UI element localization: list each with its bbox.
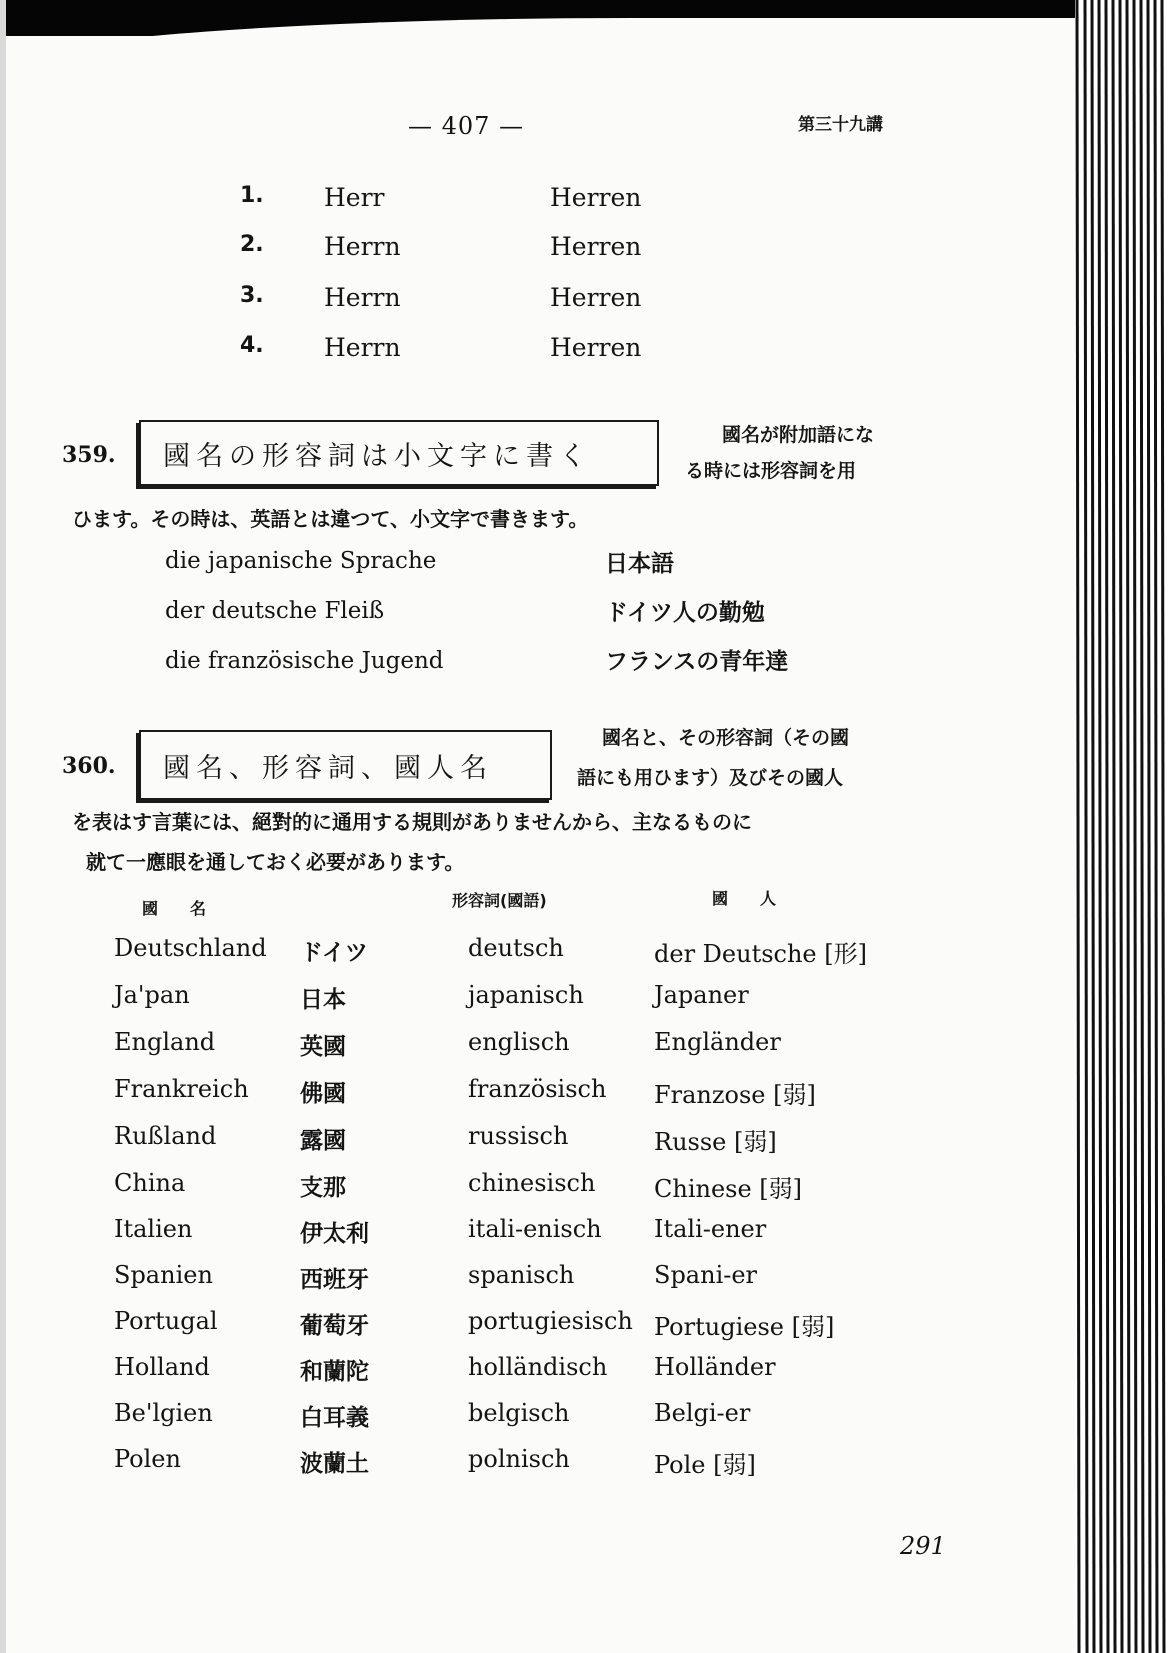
singular-form: Herrn — [324, 283, 401, 312]
side-text-line: 國名が附加語にな — [722, 424, 875, 446]
example-german: die französische Jugend — [165, 648, 444, 674]
column-header-country: 國 名 — [142, 899, 215, 918]
table-row — [0, 1169, 1000, 1215]
table-row — [0, 1122, 1000, 1168]
singular-form: Herrn — [324, 232, 401, 261]
adjective: belgisch — [468, 1399, 570, 1427]
table-row — [0, 934, 1000, 980]
country-japanese: 西班牙 — [300, 1267, 369, 1293]
example-german: der deutsche Fleiß — [165, 598, 385, 624]
country-german: Holland — [114, 1353, 210, 1381]
adjective: polnisch — [468, 1445, 570, 1473]
person: Spani-er — [654, 1261, 758, 1289]
plural-form: Herren — [550, 333, 642, 362]
case-number: 3. — [240, 283, 264, 308]
table-row — [0, 1075, 1000, 1121]
example-japanese: ドイツ人の勤勉 — [605, 600, 765, 626]
adjective: japanisch — [468, 981, 584, 1009]
table-row — [0, 1261, 1000, 1307]
section-title: 國名、形容詞、國人名 — [163, 752, 493, 784]
person: Engländer — [654, 1028, 781, 1056]
example-german: die japanische Sprache — [165, 548, 437, 574]
adjective: spanisch — [468, 1261, 575, 1289]
case-number: 1. — [240, 183, 264, 208]
page-number-header: — 407 — — [408, 112, 525, 140]
adjective: portugiesisch — [468, 1307, 633, 1335]
adjective: französisch — [468, 1075, 607, 1103]
side-text-line: 語にも用ひます）及びその國人 — [577, 767, 844, 789]
column-header-person: 國 人 — [712, 889, 785, 908]
country-german: Polen — [114, 1445, 181, 1473]
country-japanese: 葡萄牙 — [300, 1313, 369, 1339]
person: der Deutsche [形] — [654, 940, 867, 968]
plural-form: Herren — [550, 283, 642, 312]
country-japanese: 英國 — [300, 1034, 346, 1060]
country-japanese: 白耳義 — [300, 1405, 369, 1431]
person: Itali-ener — [654, 1215, 767, 1243]
section-number: 360. — [62, 753, 116, 779]
country-japanese: 支那 — [300, 1175, 346, 1201]
table-row — [0, 1307, 1000, 1353]
country-german: Ja'pan — [114, 981, 190, 1009]
table-row — [0, 1028, 1000, 1074]
person: Pole [弱] — [654, 1451, 756, 1479]
side-text-line: る時には形容詞を用 — [685, 460, 857, 482]
country-german: Frankreich — [114, 1075, 249, 1103]
person: Belgi-er — [654, 1399, 751, 1427]
section-title: 國名の形容詞は小文字に書く — [163, 440, 592, 472]
person: Holländer — [654, 1353, 776, 1381]
section-number: 359. — [62, 442, 116, 468]
body-text-line: ひます。その時は、英語とは違つて、小文字で書きます。 — [72, 507, 589, 531]
country-japanese: ドイツ — [300, 940, 368, 966]
case-number: 4. — [240, 333, 264, 358]
table-row — [0, 1445, 1000, 1491]
plural-form: Herren — [550, 183, 642, 212]
person: Russe [弱] — [654, 1128, 777, 1156]
country-japanese: 伊太利 — [300, 1221, 369, 1247]
column-header-adjective: 形容詞(國語) — [452, 891, 547, 910]
adjective: deutsch — [468, 934, 564, 962]
country-german: Be'lgien — [114, 1399, 213, 1427]
country-german: Spanien — [114, 1261, 213, 1289]
body-text-line: を表はす言葉には、絕對的に通用する規則がありませんから、主なるものに — [72, 810, 752, 834]
country-japanese: 波蘭土 — [300, 1451, 369, 1477]
country-german: Portugal — [114, 1307, 218, 1335]
side-text-line: 國名と、その形容詞（その國 — [602, 727, 850, 749]
example-japanese: 日本語 — [605, 551, 674, 577]
country-german: Italien — [114, 1215, 193, 1243]
person: Portugiese [弱] — [654, 1313, 835, 1341]
country-german: Deutschland — [114, 934, 267, 962]
page-edges-stack — [1075, 0, 1169, 1653]
adjective: russisch — [468, 1122, 569, 1150]
table-row — [0, 1353, 1000, 1399]
section-title-box — [139, 730, 552, 800]
country-german: England — [114, 1028, 216, 1056]
country-german: China — [114, 1169, 186, 1197]
body-text-line: 就て一應眼を通しておく必要があります。 — [86, 850, 465, 874]
adjective: itali-enisch — [468, 1215, 602, 1243]
person: Chinese [弱] — [654, 1175, 803, 1203]
case-number: 2. — [240, 232, 264, 257]
country-japanese: 日本 — [300, 987, 346, 1013]
person: Japaner — [654, 981, 749, 1009]
adjective: holländisch — [468, 1353, 608, 1381]
page-folio: 291 — [900, 1532, 946, 1560]
example-japanese: フランスの青年達 — [605, 649, 789, 675]
country-japanese: 和蘭陀 — [300, 1359, 369, 1385]
table-row — [0, 1399, 1000, 1445]
country-japanese: 佛國 — [300, 1081, 346, 1107]
adjective: englisch — [468, 1028, 570, 1056]
chapter-header: 第三十九講 — [798, 115, 883, 135]
table-row — [0, 1215, 1000, 1261]
singular-form: Herrn — [324, 333, 401, 362]
table-row — [0, 981, 1000, 1027]
section-title-box — [139, 420, 659, 486]
plural-form: Herren — [550, 232, 642, 261]
country-japanese: 露國 — [300, 1128, 346, 1154]
adjective: chinesisch — [468, 1169, 596, 1197]
country-german: Rußland — [114, 1122, 217, 1150]
singular-form: Herr — [324, 183, 385, 212]
person: Franzose [弱] — [654, 1081, 816, 1109]
